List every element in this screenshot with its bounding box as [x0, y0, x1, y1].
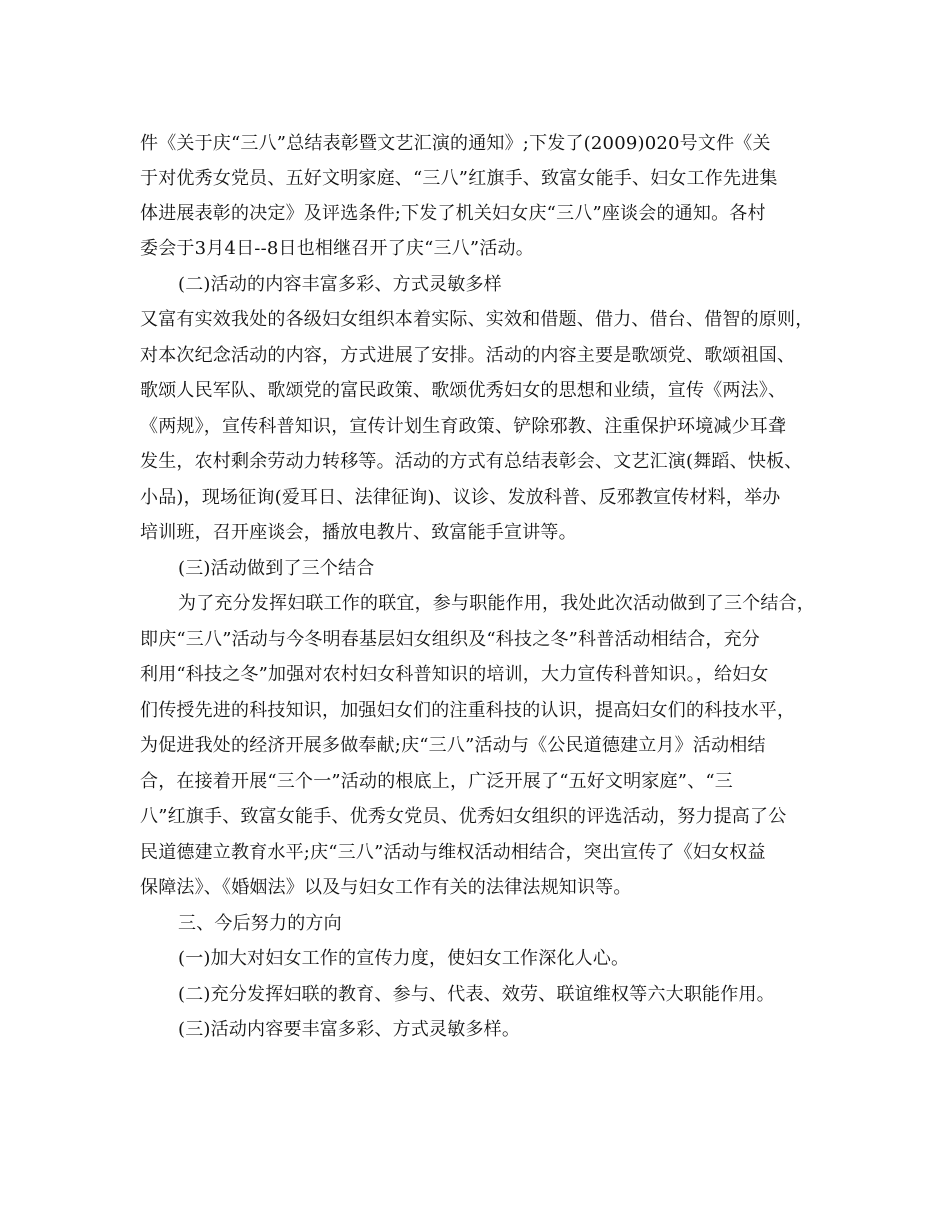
section-heading: (二)活动的内容丰富多彩、方式灵敏多样 — [178, 274, 502, 295]
text-line: 八”红旗手、致富女能手、优秀女党员、优秀妇女组织的评选活动，努力提高了公 — [140, 806, 787, 827]
section-heading: 三、今后努力的方向 — [178, 913, 342, 934]
text-line: 于对优秀女党员、五好文明家庭、“三八”红旗手、致富女能手、妇女工作先进集 — [140, 168, 778, 189]
list-item: (三)活动内容要丰富多彩、方式灵敏多样。 — [178, 1019, 521, 1040]
text-line: 为促进我处的经济开展多做奉献;庆“三八”活动与《公民道德建立月》活动相结 — [140, 735, 766, 756]
text-line: 利用“科技之冬”加强对农村妇女科普知识的培训，大力宣传科普知识。，给妇女 — [140, 664, 769, 685]
text-line: 合，在接着开展“三个一”活动的根底上，广泛开展了“五好文明家庭”、“三 — [140, 771, 734, 792]
text-line: 们传授先进的科技知识，加强妇女们的注重科技的认识，提高妇女们的科技水平， — [140, 700, 796, 721]
list-item: (一)加大对妇女工作的宣传力度，使妇女工作深化人心。 — [178, 948, 630, 969]
text-line: 件《关于庆“三八”总结表彰暨文艺汇演的通知》;下发了(2009)020号文件《关 — [140, 133, 771, 154]
text-line: 《两规》，宣传科普知识，宣传计划生育政策、铲除邪教、注重保护环境减少耳聋 — [140, 416, 787, 437]
text-line: 对本次纪念活动的内容，方式进展了安排。活动的内容主要是歌颂党、歌颂祖国、 — [140, 345, 796, 366]
text-line: 为了充分发挥妇联工作的联宜，参与职能作用，我处此次活动做到了三个结合， — [178, 593, 815, 614]
text-line: 体进展表彰的决定》及评选条件;下发了机关妇女庆“三八”座谈会的通知。各村 — [140, 203, 766, 224]
text-line: 民道德建立教育水平;庆“三八”活动与维权活动相结合，突出宣传了《妇女权益 — [140, 842, 766, 863]
text-line: 委会于3月4日--8日也相继召开了庆“三八”活动。 — [140, 238, 534, 259]
list-item: (二)充分发挥妇联的教育、参与、代表、效劳、联谊维权等六大职能作用。 — [178, 984, 775, 1005]
text-line: 培训班，召开座谈会，播放电教片、致富能手宣讲等。 — [140, 522, 577, 543]
section-heading: (三)活动做到了三个结合 — [178, 558, 375, 579]
text-line: 保障法》、《婚姻法》以及与妇女工作有关的法律法规知识等。 — [140, 877, 632, 898]
text-line: 歌颂人民军队、歌颂党的富民政策、歌颂优秀妇女的思想和业绩，宣传《两法》、 — [140, 380, 787, 401]
text-line: 小品)，现场征询(爱耳日、法律征询)、议诊、发放科普、反邪教宣传材料，举办 — [140, 487, 781, 508]
text-line: 发生，农村剩余劳动力转移等。活动的方式有总结表彰会、文艺汇演(舞蹈、快板、 — [140, 451, 803, 472]
text-line: 又富有实效我处的各级妇女组织本着实际、实效和借题、借力、借台、借智的原则， — [140, 309, 814, 330]
text-line: 即庆“三八”活动与今冬明春基层妇女组织及“科技之冬”科普活动相结合，充分 — [140, 629, 761, 650]
